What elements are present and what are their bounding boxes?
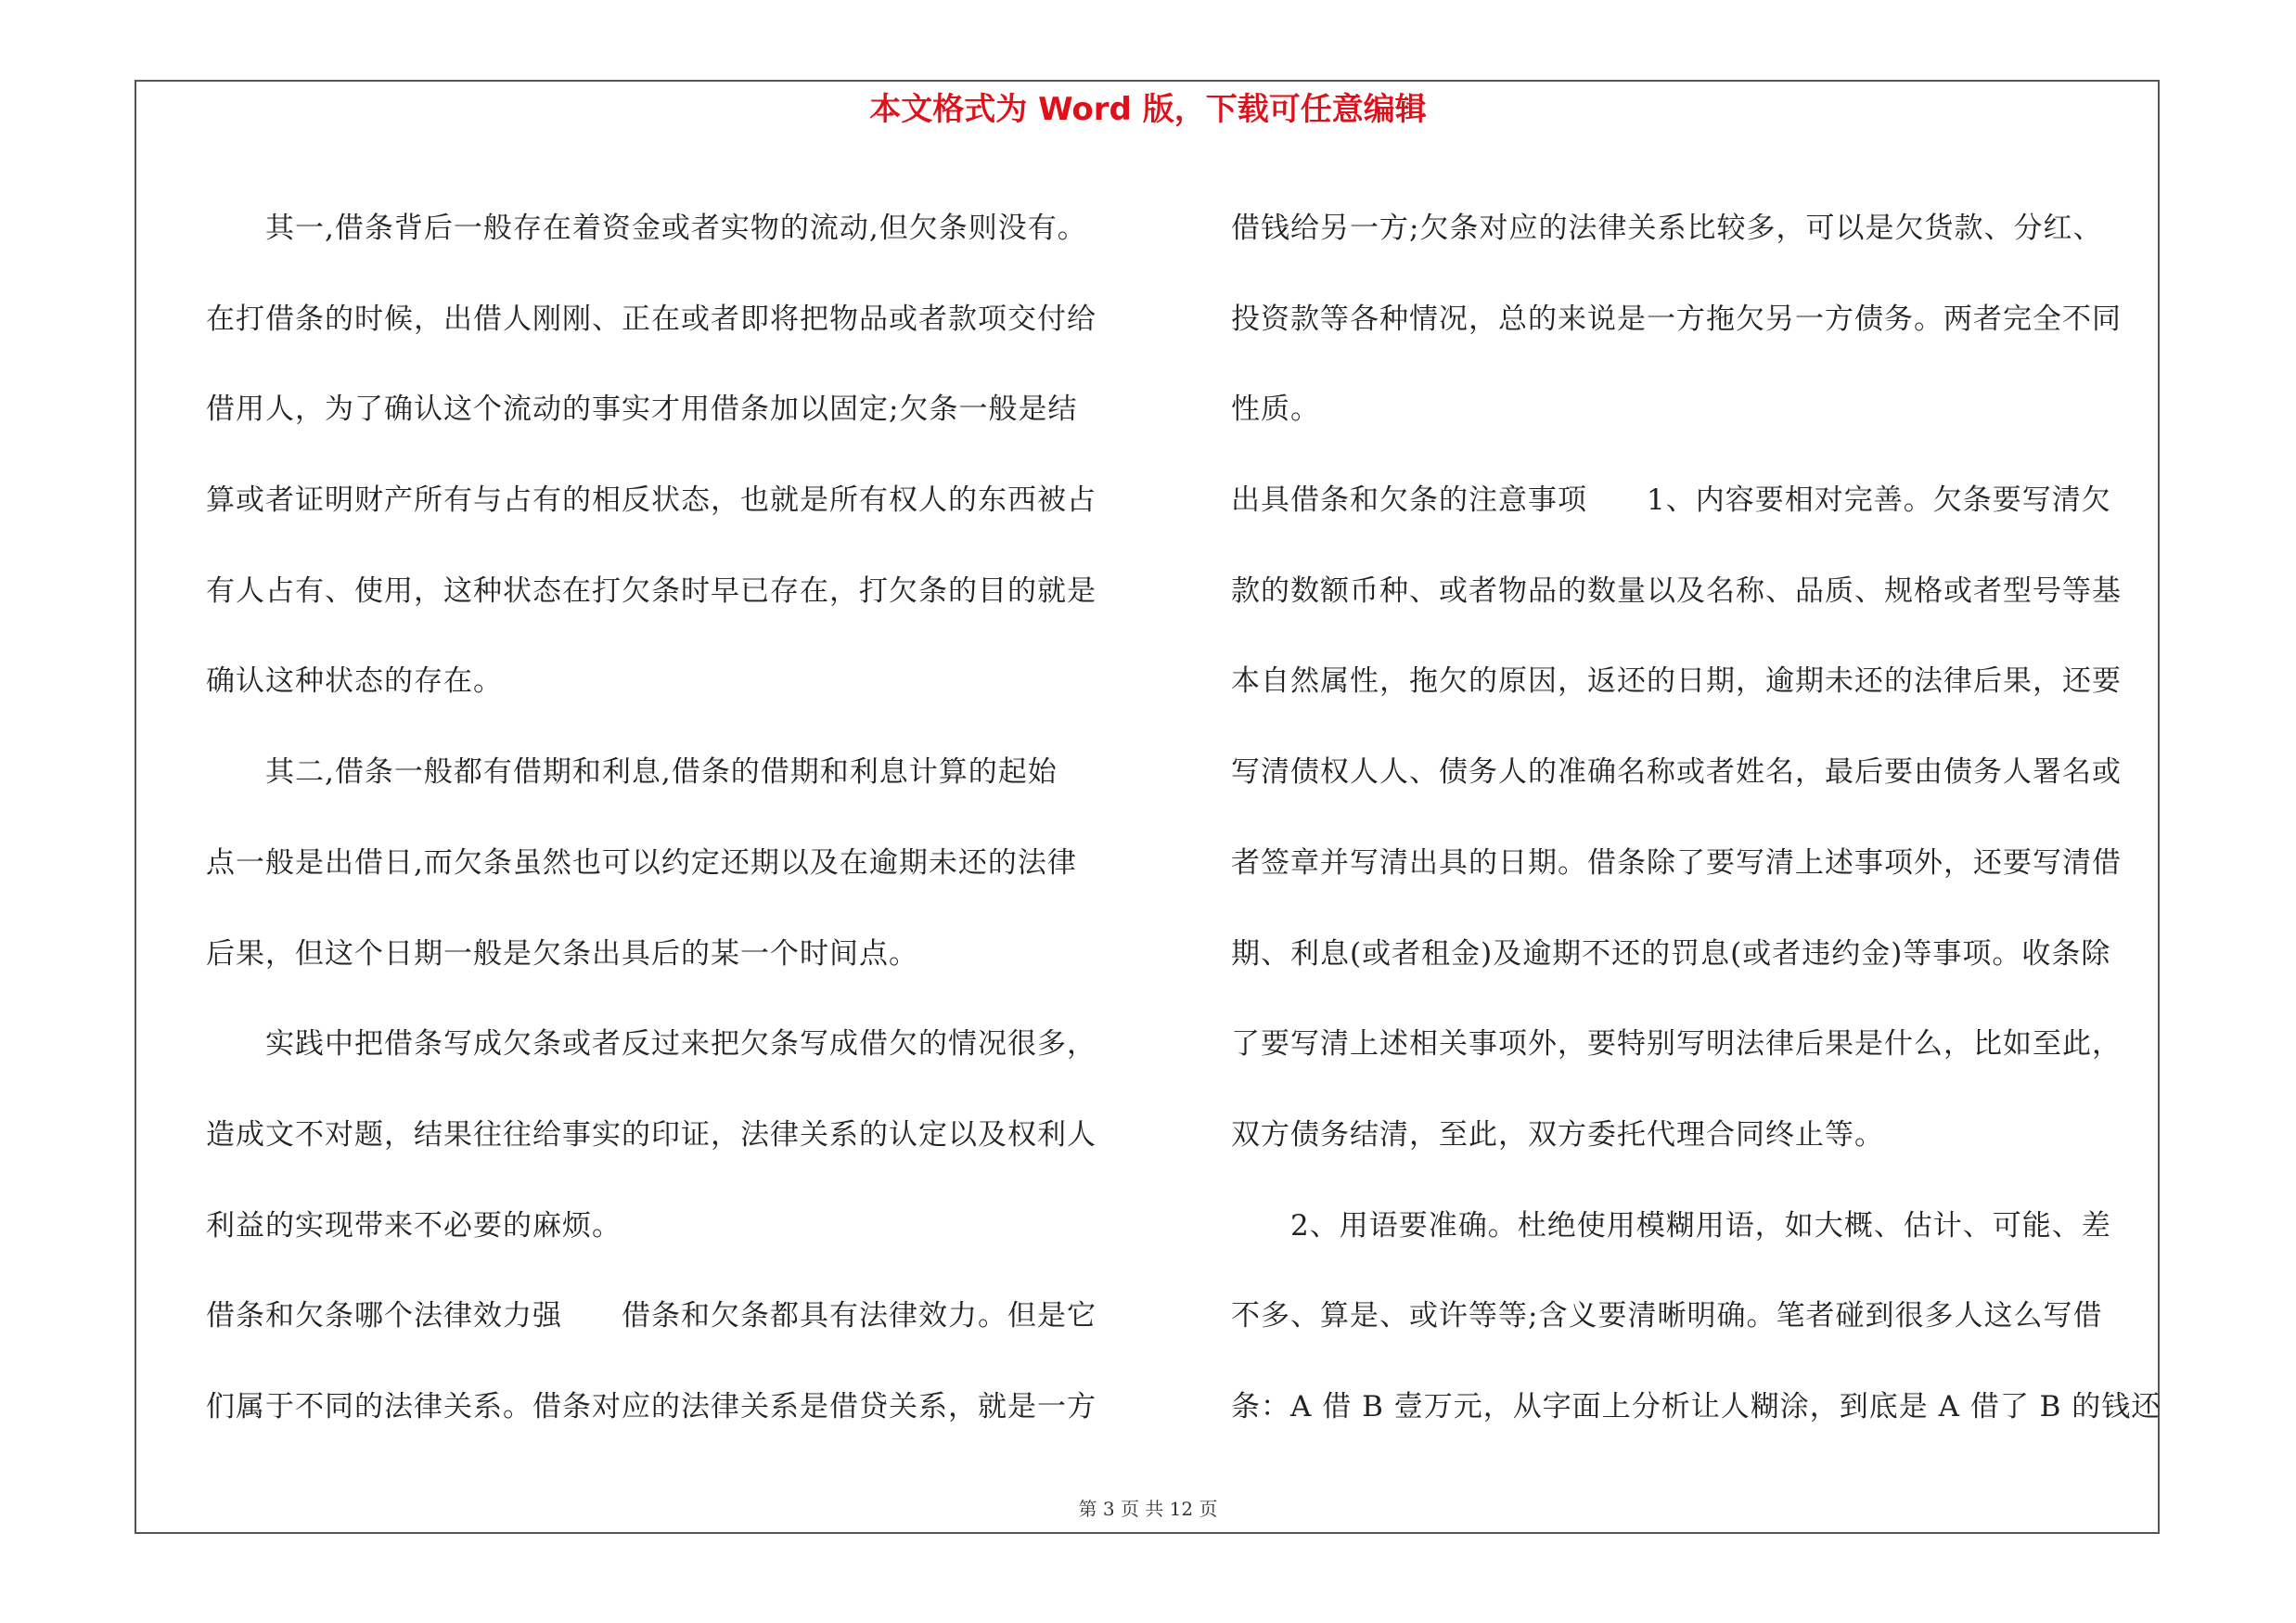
text-line: 点一般是出借日,而欠条虽然也可以约定还期以及在逾期未还的法律 (206, 845, 1077, 880)
text-line: 算或者证明财产所有与占有的相反状态，也就是所有权人的东西被占 (206, 483, 1097, 518)
left-text-column (206, 184, 1124, 1453)
text-line: 借钱给另一方;欠条对应的法律关系比较多，可以是欠货款、分红、 (1231, 212, 2103, 245)
text-line: 确认这种状态的存在。 (206, 664, 503, 699)
text-line: 期、利息(或者租金)及逾期不还的罚息(或者违约金)等事项。收条除 (1231, 936, 2111, 971)
text-line: 后果，但这个日期一般是欠条出具后的某一个时间点。 (206, 936, 918, 971)
text-line: 利益的实现带来不必要的麻烦。 (206, 1208, 622, 1243)
text-line: 不多、算是、或许等等;含义要清晰明确。笔者碰到很多人这么写借 (1231, 1299, 2103, 1333)
text-line: 有人占有、使用，这种状态在打欠条时早已存在，打欠条的目的就是 (206, 573, 1097, 608)
text-line: 出具借条和欠条的注意事项 1、内容要相对完善。欠条要写清欠 (1231, 483, 2111, 518)
text-line: 2、用语要准确。杜绝使用模糊用语，如大概、估计、可能、差 (1231, 1208, 2111, 1243)
text-line: 款的数额币种、或者物品的数量以及名称、品质、规格或者型号等基 (1231, 573, 2122, 608)
text-line: 们属于不同的法律关系。借条对应的法律关系是借贷关系，就是一方 (206, 1389, 1097, 1423)
text-line: 其二,借条一般都有借期和利息,借条的借期和利息计算的起始 (206, 755, 1058, 790)
text-line: 投资款等各种情况，总的来说是一方拖欠另一方债务。两者完全不同 (1231, 302, 2122, 336)
format-banner: 本文格式为 Word 版，下载可任意编辑 (869, 91, 1427, 128)
text-line: 写清债权人人、债务人的准确名称或者姓名，最后要由债务人署名或 (1231, 755, 2122, 790)
text-line: 者签章并写清出具的日期。借条除了要写清上述事项外，还要写清借 (1231, 845, 2122, 880)
text-line: 性质。 (1231, 393, 1320, 427)
text-line: 借条和欠条哪个法律效力强 借条和欠条都具有法律效力。但是它 (206, 1299, 1097, 1333)
text-line: 在打借条的时候，出借人刚刚、正在或者即将把物品或者款项交付给 (206, 302, 1097, 336)
page-number-footer: 第 3 页 共 12 页 (1078, 1498, 1218, 1520)
text-line: 造成文不对题，结果往往给事实的印证，法律关系的认定以及权利人 (206, 1117, 1097, 1152)
right-text-column (1231, 184, 2159, 1453)
text-line: 双方债务结清，至此，双方委托代理合同终止等。 (1231, 1117, 1884, 1152)
text-line: 借用人，为了确认这个流动的事实才用借条加以固定;欠条一般是结 (206, 393, 1078, 427)
text-line: 实践中把借条写成欠条或者反过来把欠条写成借欠的情况很多， (206, 1027, 1097, 1062)
text-line: 其一,借条背后一般存在着资金或者实物的流动,但欠条则没有。 (206, 212, 1087, 245)
text-line: 本自然属性，拖欠的原因，返还的日期，逾期未还的法律后果，还要 (1231, 664, 2122, 699)
text-line: 了要写清上述相关事项外，要特别写明法律后果是什么，比如至此， (1231, 1027, 2122, 1062)
text-line: 条：A 借 B 壹万元，从字面上分析让人糊涂，到底是 A 借了 B 的钱还 (1231, 1389, 2161, 1423)
